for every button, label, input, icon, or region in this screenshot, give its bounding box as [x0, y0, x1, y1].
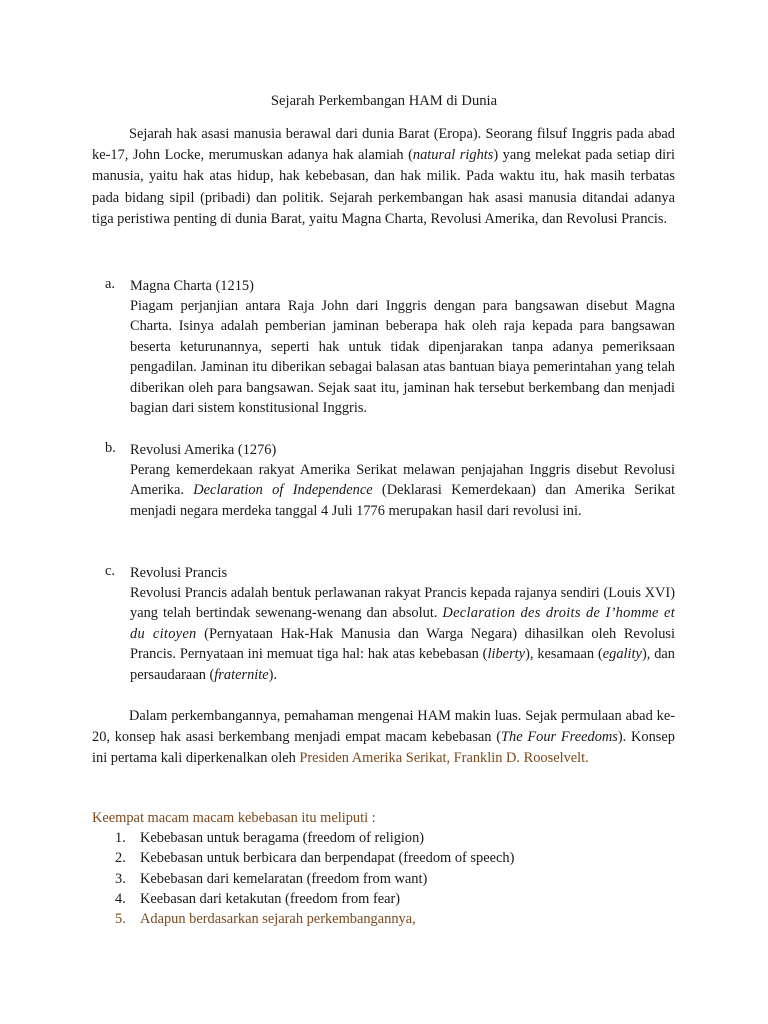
event-heading: Magna Charta (1215) — [130, 278, 254, 294]
list-text: Keebasan dari ketakutan (freedom from fear) — [140, 890, 401, 907]
list-text: Kebebasan dari kemelaratan (freedom from want) — [140, 870, 428, 887]
event-body-italic: Declaration des droits de I’homme et du citoyen — [130, 605, 675, 642]
document-title: Sejarah Perkembangan HAM di Dunia — [270, 93, 498, 109]
development-italic-term: The Four Freedoms — [501, 729, 618, 745]
intro-text-1: Sejarah hak asasi manusia berawal dari dunia Barat (Eropa). Seorang filsuf Inggris pada abad ke-17, John Locke, merumuskan adanya hak alamiah ( — [92, 126, 675, 164]
event-body-text-4: ), dan persaudaraan ( — [130, 646, 675, 683]
intro-italic-term: natural rights — [412, 147, 494, 164]
event-body-text-1: Perang kemerdekaan rakyat Amerika Serikat melawan penjajahan Inggris disebut Revolusi Amerika. — [130, 461, 675, 499]
list-text: Kebebasan untuk berbicara dan berpendapat (freedom of speech) — [140, 850, 515, 867]
event-body — [130, 583, 675, 686]
development-text-1: Dalam perkembangannya, pemahaman mengenai HAM makin luas. Sejak permulaan abad ke-20, konsep hak asasi berkembang menjadi empat macam kebebasan ( — [92, 708, 675, 745]
list-number: 3. — [115, 870, 126, 887]
event-body — [130, 460, 675, 522]
intro-text-2: ) yang melekat pada setiap diri manusia, yaitu hak atas hidup, hak kebebasan, dan hak milik. Pada waktu itu, hak masih terbatas pada bidang sipil (pribadi) dan politik. Sejarah perkembangan hak asasi manusia ditandai adanya tiga peristiwa penting di dunia Barat, yaitu Magna Charta, Revolusi Amerika, dan Revolusi Prancis. — [92, 147, 675, 227]
list-item — [92, 909, 675, 929]
list-number: 5. — [115, 911, 126, 928]
development-highlight: Presiden Amerika Serikat, Franklin D. Rooselvelt. — [299, 750, 589, 766]
term-egality: egality — [602, 646, 642, 663]
list-text: Kebebasan untuk beragama (freedom of religion) — [140, 830, 425, 846]
freedoms-list — [92, 828, 675, 929]
list-marker: a. — [105, 276, 115, 292]
list-number: 4. — [115, 890, 126, 907]
development-paragraph — [92, 706, 675, 769]
event-body-text-2: (Pernyataan Hak-Hak Manusia dan Warga Negara) dihasilkan oleh Revolusi Prancis. Pernyataan ini memuat tiga hal: hak atas kebebasan ( — [130, 625, 675, 663]
list-number: 1. — [115, 830, 126, 846]
event-body: Piagam perjanjian antara Raja John dari Inggris dengan para bangsawan disebut Magna Charta. Isinya adalah pemberian jaminan beberapa hak oleh raja kepada para bangsawan beserta keturunannya, seperti hak untuk tidak dipenjarakan tanpa adanya pemeriksaan pengadilan. Jaminan itu diberikan sebagai balasan atas bantuan biaya pemerintahan yang telah diberikan oleh para bangsawan. Sejak saat itu, jaminan hak tersebut berkembang dan menjadi bagian dari sistem konstitusional Inggris. — [130, 297, 675, 417]
event-heading: Revolusi Amerika (1276) — [130, 442, 277, 458]
freedoms-heading: Keempat macam macam kebebasan itu meliputi : — [92, 810, 376, 826]
list-marker: b. — [105, 440, 116, 456]
event-body-text-3: ), kesamaan ( — [525, 646, 603, 663]
term-fraternite: fraternite — [214, 666, 269, 683]
list-item — [92, 889, 675, 909]
event-body-text-5: ). — [268, 666, 278, 683]
list-number: 2. — [115, 850, 126, 867]
development-text-2: ). Konsep ini pertama kali diperkenalkan oleh — [92, 729, 675, 766]
event-body-text-1: Revolusi Prancis adalah bentuk perlawanan rakyat Prancis kepada rajanya sendiri (Louis XVI) yang telah bertindak sewenang-wenang dan absolut. — [130, 584, 675, 622]
event-body-italic: Declaration of Independence — [193, 482, 373, 499]
term-liberty: liberty — [487, 646, 526, 663]
intro-paragraph — [92, 124, 675, 230]
list-item — [92, 848, 675, 868]
event-body-text-2: (Deklarasi Kemerdekaan) dan Amerika Serikat menjadi negara merdeka tanggal 4 Juli 1776 merupakan hasil dari revolusi ini. — [130, 482, 675, 519]
list-item — [92, 828, 675, 848]
event-heading: Revolusi Prancis — [130, 565, 228, 581]
list-item — [92, 869, 675, 889]
list-text: Adapun berdasarkan sejarah perkembangannya, — [140, 911, 416, 928]
list-marker: c. — [105, 563, 115, 579]
